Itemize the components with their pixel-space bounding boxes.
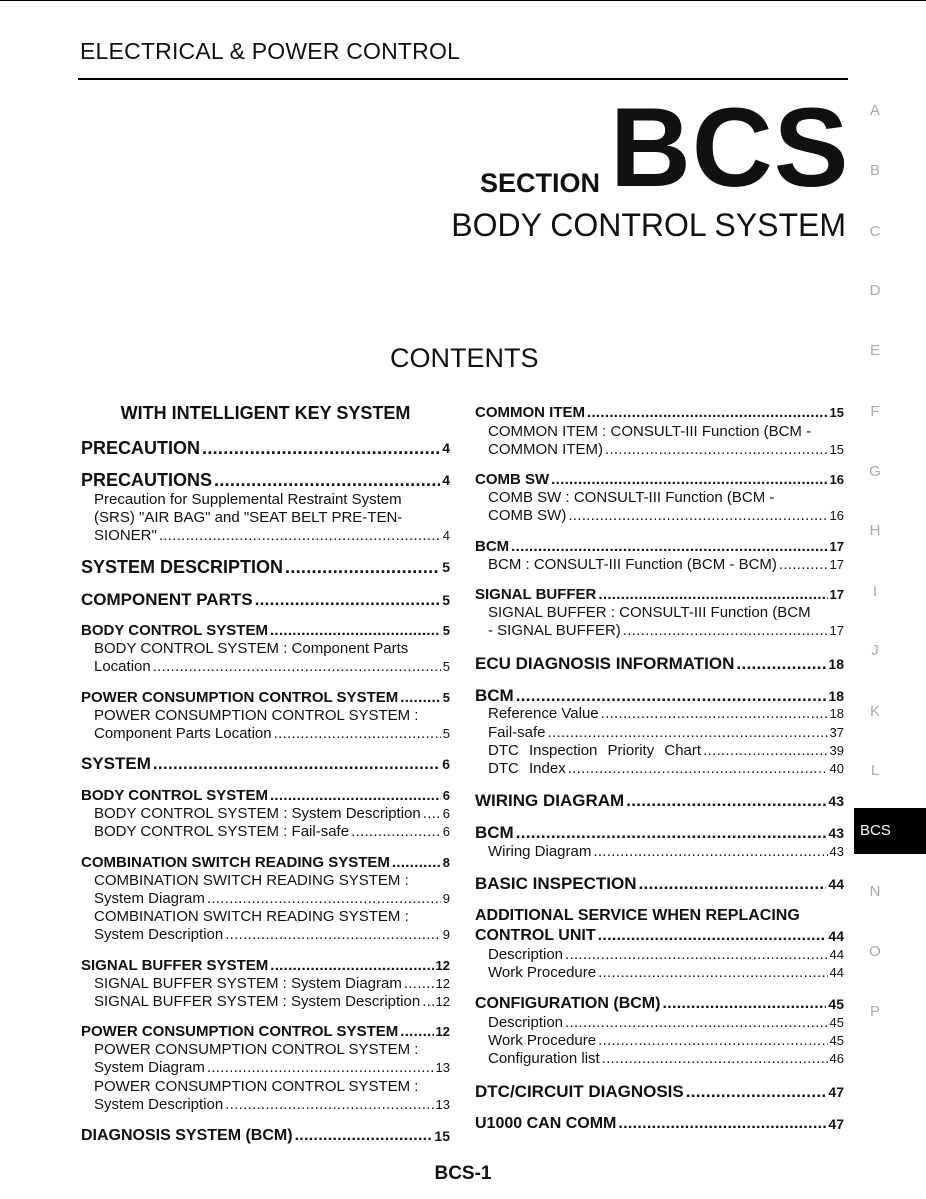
toc-page-number: 6 [442,788,450,803]
toc-page-number: 5 [442,690,450,705]
toc-entry-bcs-system-description[interactable] [81,805,450,823]
toc-entry-bcm-consult[interactable] [475,556,844,574]
toc-entry-title: SYSTEM [81,754,151,773]
toc-entry-title: SIGNAL BUFFER : CONSULT-III Function (BCM [488,604,811,621]
toc-page-number: 44 [828,876,844,892]
toc-page-number: 18 [828,688,844,704]
toc-entry-title: PRECAUTIONS [81,470,213,490]
toc-entry-title: Location [94,658,151,675]
toc-page-number: 45 [829,1033,844,1048]
dot-leader [779,556,828,574]
dot-leader [598,1032,827,1050]
toc-page-number: 45 [828,996,844,1012]
side-tab-e[interactable]: E [869,342,880,359]
dot-leader [202,437,440,459]
side-tab-n[interactable]: N [869,883,881,900]
dot-leader [548,724,828,742]
toc-entry-title: ECU DIAGNOSIS INFORMATION [475,654,735,673]
toc-entry-title: COMMON ITEM : CONSULT-III Function (BCM - [488,423,812,440]
toc-page-number: 39 [829,743,844,758]
dot-leader [587,404,828,422]
toc-entry-description-44[interactable] [475,946,844,964]
toc-entry-system[interactable] [81,753,450,775]
toc-entry-title: Wiring Diagram [488,843,592,860]
dot-leader [270,957,433,975]
toc-entry-common-item-consult[interactable] [475,423,844,459]
toc-entry-title: COMBINATION SWITCH READING SYSTEM : [94,872,409,889]
toc-entry-signal-buffer[interactable] [475,586,844,604]
toc-page-number: 6 [442,824,450,839]
toc-page-number: 12 [435,1024,450,1039]
dot-leader [568,507,827,525]
toc-entry-combination-switch[interactable] [81,854,450,872]
toc-entry-title: Description [488,1014,564,1031]
toc-entry-title: BODY CONTROL SYSTEM : System Description [94,805,421,822]
toc-entry-srs-precaution[interactable] [81,491,450,545]
dot-leader [392,854,441,872]
toc-entry-system-description[interactable] [81,556,450,578]
toc-entry-title: System Diagram [94,890,205,907]
toc-entry-body-control-system[interactable] [81,622,450,640]
toc-entry-title: COMMON ITEM [475,404,585,421]
toc-entry-work-procedure-45[interactable] [475,1032,844,1050]
toc-entry-power-consumption-control[interactable] [81,689,450,707]
toc-entry-comb-sw-consult[interactable] [475,489,844,525]
toc-page-number: 8 [442,855,450,870]
toc-entry-title: CONTROL UNIT [475,927,596,944]
toc-page-number: 12 [435,958,450,973]
toc-entry-title: SIGNAL BUFFER SYSTEM : System Description [94,993,421,1010]
toc-page-number: 43 [828,825,844,841]
dot-leader [639,873,827,895]
toc-entry-configuration-list[interactable] [475,1050,844,1068]
side-tab-a[interactable]: A [869,102,880,119]
dot-leader [626,790,826,812]
toc-entry-pcc-system-description[interactable] [81,1078,450,1114]
toc-page-number: 17 [829,587,844,602]
side-tab-f[interactable]: F [870,403,880,420]
toc-page-number: 4 [442,472,450,488]
dot-leader [565,946,828,964]
dot-leader [225,1096,433,1114]
dot-leader [623,622,828,640]
toc-entry-fail-safe[interactable] [475,724,844,742]
dot-leader [511,538,827,556]
toc-entry-pcc-system-diagram[interactable] [81,1041,450,1077]
dot-leader [618,1113,826,1135]
toc-entry-title: POWER CONSUMPTION CONTROL SYSTEM [81,689,399,706]
dot-leader [400,1023,433,1041]
toc-entry-component-parts[interactable] [81,589,450,611]
dot-leader [598,964,827,982]
toc-page-number: 44 [829,965,844,980]
toc-entry-comb-sw[interactable] [475,471,844,489]
toc-entry-precaution[interactable] [81,437,450,459]
toc-page-number: 44 [828,928,844,944]
toc-page-number: 6 [442,756,450,772]
toc-entry-u1000-can-comm[interactable] [475,1113,844,1135]
toc-entry-signal-buffer-system[interactable] [81,957,450,975]
toc-entry-bcm[interactable] [475,538,844,556]
top-border [0,0,926,1]
toc-entry-basic-inspection[interactable] [475,873,844,895]
side-tab-g[interactable]: G [869,463,881,480]
toc-page-number: 5 [442,623,450,638]
dot-leader [703,742,827,760]
toc-entry-title: BCM [475,538,510,555]
toc-page-number: 12 [435,976,450,991]
toc-entry-title: COMMON ITEM) [488,441,603,458]
dot-leader [593,843,827,861]
toc-entry-title: POWER CONSUMPTION CONTROL SYSTEM : [94,707,419,724]
dot-leader [207,1059,434,1077]
toc-entry-title: (SRS) "AIR BAG" and "SEAT BELT PRE-TEN- [94,509,403,526]
toc-entry-title: System Description [94,1096,224,1113]
dot-leader [214,469,440,491]
toc-entry-title: BCM [475,686,514,705]
toc-entry-title: BCM [475,823,514,842]
side-tab-k[interactable]: K [869,703,880,720]
toc-entry-title: ADDITIONAL SERVICE WHEN REPLACING [475,907,800,924]
toc-page-number: 47 [828,1116,844,1132]
dot-leader [551,471,827,489]
dot-leader [601,705,828,723]
toc-entry-dtc-circuit-diagnosis[interactable] [475,1081,844,1103]
toc-page-number: 4 [442,440,450,456]
toc-page-number: 40 [829,761,844,776]
dot-leader [516,822,827,844]
page-number-footer: BCS-1 [434,1163,492,1184]
toc-page-number: 4 [442,528,450,543]
toc-entry-diagnosis-system[interactable] [81,1125,450,1147]
toc-page-number: 43 [829,844,844,859]
toc-entry-bcs-fail-safe[interactable] [81,823,450,841]
side-tab-i[interactable]: I [872,583,878,600]
toc-entry-precautions[interactable] [81,469,450,491]
toc-page-number: 47 [828,1084,844,1100]
toc-entry-title: COMBINATION SWITCH READING SYSTEM : [94,908,409,925]
toc-page-number: 5 [442,592,450,608]
toc-entry-power-consumption-control-2[interactable] [81,1023,450,1041]
toc-entry-title: POWER CONSUMPTION CONTROL SYSTEM : [94,1078,419,1095]
section-code: BCS [610,85,850,210]
toc-entry-title: PRECAUTION [81,438,201,458]
dot-leader [225,926,441,944]
toc-entry-title: SIGNAL BUFFER [475,586,597,603]
toc-entry-additional-service[interactable] [475,906,844,946]
toc-entry-title: Reference Value [488,705,599,722]
toc-page-number: 17 [829,539,844,554]
toc-page-number: 46 [829,1051,844,1066]
toc-page-number: 9 [442,927,450,942]
dot-leader [285,556,440,578]
chapter-header: ELECTRICAL & POWER CONTROL [80,38,461,64]
toc-page-number: 6 [442,806,450,821]
toc-page-number: 5 [442,659,450,674]
toc-entry-pcc-component-parts[interactable] [81,707,450,743]
toc-entry-title: CONFIGURATION (BCM) [475,995,661,1012]
toc-page-number: 5 [442,726,450,741]
toc-page-number: 13 [435,1060,450,1075]
toc-page-number: 18 [828,656,844,672]
toc-page-number: 43 [828,793,844,809]
toc-entry-title: SIGNAL BUFFER SYSTEM [81,957,269,974]
dot-leader [351,823,441,841]
toc-entry-title: COMPONENT PARTS [81,590,253,609]
toc-page-number: 16 [829,508,844,523]
toc-entry-title: POWER CONSUMPTION CONTROL SYSTEM : [94,1041,419,1058]
dot-leader [404,975,434,993]
toc-entry-sbs-system-description[interactable] [81,993,450,1011]
toc-entry-bcs-component-parts[interactable] [81,640,450,676]
side-tab-h[interactable]: H [869,522,881,539]
toc-entry-csr-system-diagram[interactable] [81,872,450,908]
toc-entry-title: - SIGNAL BUFFER) [488,622,621,639]
toc-entry-title: System Diagram [94,1059,205,1076]
toc-entry-wiring-diagram-sub[interactable] [475,843,844,861]
toc-page-number: 18 [829,706,844,721]
toc-page-number: 13 [435,1097,450,1112]
toc-page-number: 17 [829,623,844,638]
dot-leader [159,527,441,545]
toc-entry-sbs-system-diagram[interactable] [81,975,450,993]
toc-entry-title: POWER CONSUMPTION CONTROL SYSTEM [81,1023,399,1040]
toc-group-heading: WITH INTELLIGENT KEY SYSTEM [120,403,411,423]
dot-leader [605,441,828,459]
side-tab-c[interactable]: C [869,223,881,240]
toc-entry-reference-value[interactable] [475,705,844,723]
toc-entry-description-45[interactable] [475,1014,844,1032]
toc-entry-title: BODY CONTROL SYSTEM : Component Parts [94,640,409,657]
toc-page-number: 17 [829,557,844,572]
dot-leader [270,622,441,640]
toc-entry-title: COMB SW : CONSULT-III Function (BCM - [488,489,775,506]
toc-entry-title: BASIC INSPECTION [475,874,637,893]
side-tab-d[interactable]: D [869,282,881,299]
toc-entry-title: U1000 CAN COMM [475,1115,617,1132]
toc-entry-title: SIGNAL BUFFER SYSTEM : System Diagram [94,975,402,992]
side-tab-b[interactable]: B [869,162,880,179]
dot-leader [423,805,441,823]
dot-leader [602,1050,828,1068]
dot-leader [565,1014,828,1032]
toc-entry-title: Configuration list [488,1050,600,1067]
toc-page-number: 15 [829,442,844,457]
toc-page-number: 37 [829,725,844,740]
toc-entry-title: Component Parts Location [94,725,272,742]
header-rule [78,78,848,80]
toc-page-number: 44 [829,947,844,962]
section-subtitle: BODY CONTROL SYSTEM [451,207,846,243]
toc-entry-dtc-priority-chart[interactable] [475,742,844,760]
toc-entry-work-procedure-44[interactable] [475,964,844,982]
toc-entry-title: DIAGNOSIS SYSTEM (BCM) [81,1127,293,1144]
toc-entry-title: DTC/CIRCUIT DIAGNOSIS [475,1082,684,1101]
dot-leader [598,926,827,946]
toc-entry-dtc-index[interactable] [475,760,844,778]
dot-leader [516,685,827,707]
toc-entry-title: SYSTEM DESCRIPTION [81,557,284,577]
toc-entry-common-item[interactable] [475,404,844,422]
dot-leader [153,753,440,775]
dot-leader [662,993,826,1015]
toc-entry-signal-buffer-consult[interactable] [475,604,844,640]
dot-leader [736,653,826,675]
dot-leader [422,993,433,1011]
toc-page-number: 45 [829,1015,844,1030]
dot-leader [598,586,827,604]
toc-entry-title: COMBINATION SWITCH READING SYSTEM [81,854,390,871]
toc-entry-title: DTC Inspection Priority Chart [488,742,702,759]
toc-entry-bcm-ecu[interactable] [475,685,844,707]
toc-entry-title: Work Procedure [488,964,597,981]
toc-page-number: 9 [442,891,450,906]
toc-entry-title: Description [488,946,564,963]
dot-leader [686,1081,827,1103]
toc-entry-title: COMB SW [475,471,550,488]
side-tab-l[interactable]: L [870,762,880,779]
toc-entry-title: Precaution for Supplemental Restraint System [94,491,402,508]
section-label: SECTION [480,168,601,198]
dot-leader [295,1125,433,1147]
toc-entry-title: WIRING DIAGRAM [475,791,625,810]
toc-entry-ecu-diagnosis[interactable] [475,653,844,675]
toc-page-number: 5 [442,559,450,575]
toc-entry-configuration[interactable] [475,993,844,1015]
toc-entry-title: System Description [94,926,224,943]
dot-leader [274,725,441,743]
toc-page-number: 15 [829,405,844,420]
toc-entry-body-control-system-2[interactable] [81,787,450,805]
dot-leader [153,658,441,676]
side-tab-o[interactable]: O [869,943,881,960]
dot-leader [207,890,441,908]
toc-page-number: 15 [434,1128,450,1144]
toc-entry-title: Work Procedure [488,1032,597,1049]
toc-entry-title: BCM : CONSULT-III Function (BCM - BCM) [488,556,777,573]
dot-leader [568,760,828,778]
dot-leader [270,787,441,805]
dot-leader [400,689,441,707]
dot-leader [255,589,441,611]
toc-entry-title: BODY CONTROL SYSTEM [81,787,268,804]
toc-page-number: 16 [829,472,844,487]
toc-entry-title: Fail-safe [488,724,546,741]
toc-entry-title: BODY CONTROL SYSTEM [81,622,268,639]
side-tab-p[interactable]: P [869,1003,880,1020]
side-tab-bcs-active[interactable]: BCS [854,808,926,854]
contents-title: CONTENTS [390,343,539,373]
toc-page-number: 12 [435,994,450,1009]
toc-entry-title: DTC Index [488,760,566,777]
toc-entry-title: BODY CONTROL SYSTEM : Fail-safe [94,823,350,840]
side-tab-j[interactable]: J [871,642,879,659]
toc-entry-title: SIONER" [94,527,157,544]
toc-entry-title: COMB SW) [488,507,567,524]
toc-entry-csr-system-description[interactable] [81,908,450,944]
toc-entry-wiring-diagram[interactable] [475,790,844,812]
toc-entry-bcm-wiring[interactable] [475,822,844,844]
